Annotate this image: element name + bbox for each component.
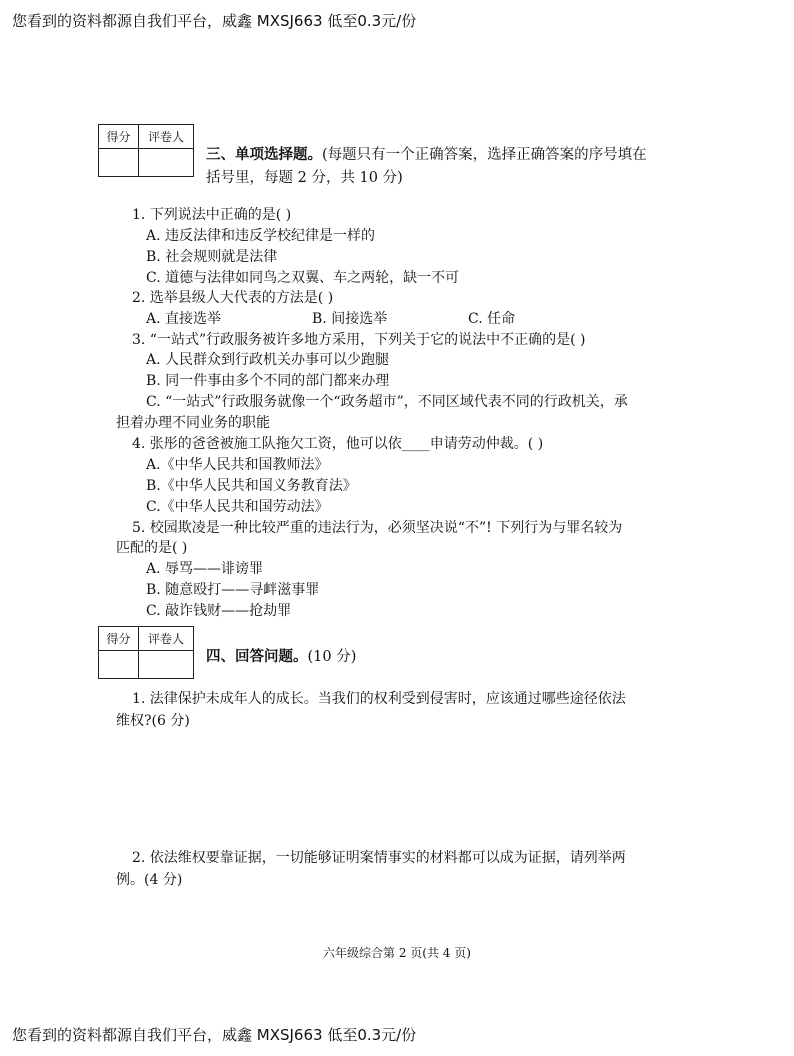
score-cell — [99, 149, 139, 177]
section4-points: (10 分) — [307, 649, 357, 665]
promo-banner-bottom: 您看到的资料都源自我们平台，威鑫 MXSJ663 低至0.3元/份 — [12, 1026, 417, 1044]
page-footer: 六年级综合第 2 页(共 4 页) — [323, 946, 471, 960]
question-1-option-b: B. 社会规则就是法律 — [146, 249, 278, 265]
score-label: 得分 — [99, 627, 139, 651]
score-box-2 — [98, 626, 194, 679]
grader-label: 评卷人 — [139, 627, 194, 651]
grader-cell — [139, 149, 194, 177]
question-5-stem-cont: 匹配的是( ) — [116, 540, 188, 556]
question-3-option-c-cont: 担着办理不同业务的职能 — [116, 415, 270, 431]
section3-heading — [206, 143, 686, 190]
grader-label: 评卷人 — [139, 125, 194, 149]
question-2-option-c: C. 任命 — [468, 311, 516, 327]
question-2-option-b: B. 间接选举 — [312, 311, 388, 327]
answer-question-2-line-2: 例。(4 分) — [116, 872, 183, 888]
question-2-option-a: A. 直接选举 — [146, 311, 222, 327]
question-3-option-b: B. 同一件事由多个不同的部门都来办理 — [146, 373, 390, 389]
promo-banner-top: 您看到的资料都源自我们平台，威鑫 MXSJ663 低至0.3元/份 — [12, 12, 417, 30]
question-5-option-c: C. 敲诈钱财——抢劫罪 — [146, 603, 292, 619]
question-4-option-c: C.《中华人民共和国劳动法》 — [146, 499, 329, 515]
question-5-option-a: A. 辱骂——诽谤罪 — [146, 561, 264, 577]
question-4-option-b: B.《中华人民共和国义务教育法》 — [146, 478, 357, 494]
question-4-option-a: A.《中华人民共和国教师法》 — [146, 457, 329, 473]
question-5-stem: 5. 校园欺凌是一种比较严重的违法行为，必须坚决说“不”! 下列行为与罪名较为 — [132, 520, 623, 536]
section3-title: 三、单项选择题。 — [206, 146, 322, 163]
section3-desc-2: 括号里，每题 2 分，共 10 分) — [206, 170, 403, 186]
question-1-option-c: C. 道德与法律如同鸟之双翼、车之两轮，缺一不可 — [146, 270, 460, 286]
question-3-stem: 3. “一站式”行政服务被许多地方采用，下列关于它的说法中不正确的是( ) — [132, 332, 586, 348]
question-3-option-a: A. 人民群众到行政机关办事可以少跑腿 — [146, 352, 390, 368]
grader-cell — [139, 651, 194, 679]
question-2-stem: 2. 选举县级人大代表的方法是( ) — [132, 290, 334, 306]
question-4-stem: 4. 张彤的爸爸被施工队拖欠工资，他可以依____申请劳动仲裁。( ) — [132, 436, 544, 452]
question-5-option-b: B. 随意殴打——寻衅滋事罪 — [146, 582, 320, 598]
answer-question-1-line-2: 维权?(6 分) — [116, 713, 190, 729]
section4-heading — [206, 645, 356, 669]
score-box — [98, 124, 194, 177]
section4-title: 四、回答问题。 — [206, 648, 308, 665]
question-3-option-c: C. “一站式”行政服务就像一个“政务超市”，不同区域代表不同的行政机关，承 — [146, 394, 628, 410]
question-1-stem: 1. 下列说法中正确的是( ) — [132, 207, 292, 223]
score-cell — [99, 651, 139, 679]
section3-desc-1: (每题只有一个正确答案，选择正确答案的序号填在 — [322, 147, 647, 163]
answer-question-1-line-1: 1. 法律保护未成年人的成长。当我们的权利受到侵害时，应该通过哪些途径依法 — [132, 691, 626, 707]
question-1-option-a: A. 违反法律和违反学校纪律是一样的 — [146, 228, 376, 244]
answer-question-2-line-1: 2. 依法维权要靠证据，一切能够证明案情事实的材料都可以成为证据，请列举两 — [132, 850, 626, 866]
score-label: 得分 — [99, 125, 139, 149]
